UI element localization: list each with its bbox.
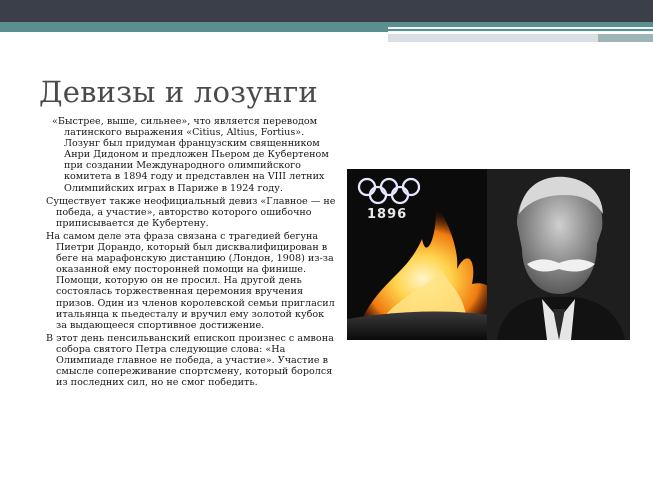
slide-title: Девизы и лозунги [39, 75, 318, 109]
paragraph: На самом деле эта фраза связана с трагедией бегуна Пиетри Дорандо, который был дисквалифицирован в беге на марафонскую дистанцию (Лондон, 1908) из-за оказанной ему посторонней помощи на финише. Помощи, которую он не просил. На другой день состоялась торжественная церемония вручения призов. Один из членов королевской семьи пригласил итальянца к пьедесталу и вручил ему золотой кубок за выдающееся спортивное достижение. [46, 230, 335, 331]
paragraph: В этот день пенсильванский епископ произнес с амвона собора святого Петра следующие слова: «На Олимпиаде главное не победа, а участие». Участие в смысле сопереживание спортсмену, который боролся из последних сил, но не смог победить. [46, 332, 334, 389]
year-label: 1896 [367, 207, 408, 222]
portrait-icon [487, 169, 630, 340]
top-dark-bar [0, 0, 653, 22]
paragraph: Существует также неофициальный девиз «Главное — не победа, а участие», авторство которого ошибочно приписывается де Кубертену. [46, 195, 336, 229]
slide-body [46, 116, 336, 390]
decor-line [388, 27, 653, 29]
olympic-photo [347, 169, 630, 340]
decor-block [598, 34, 653, 42]
paragraph: «Быстрее, выше, сильнее», что является переводом латинского выражения «Citius, Altius, Fortius». Лозунг был придуман французским священником Анри Дидоном и предложен Пьером де Кубертеном при создании Международного олимпийского комитета в 1894 году и представлен на VIII летних Олимпийских играх в Париже в 1924 году. [52, 116, 329, 194]
